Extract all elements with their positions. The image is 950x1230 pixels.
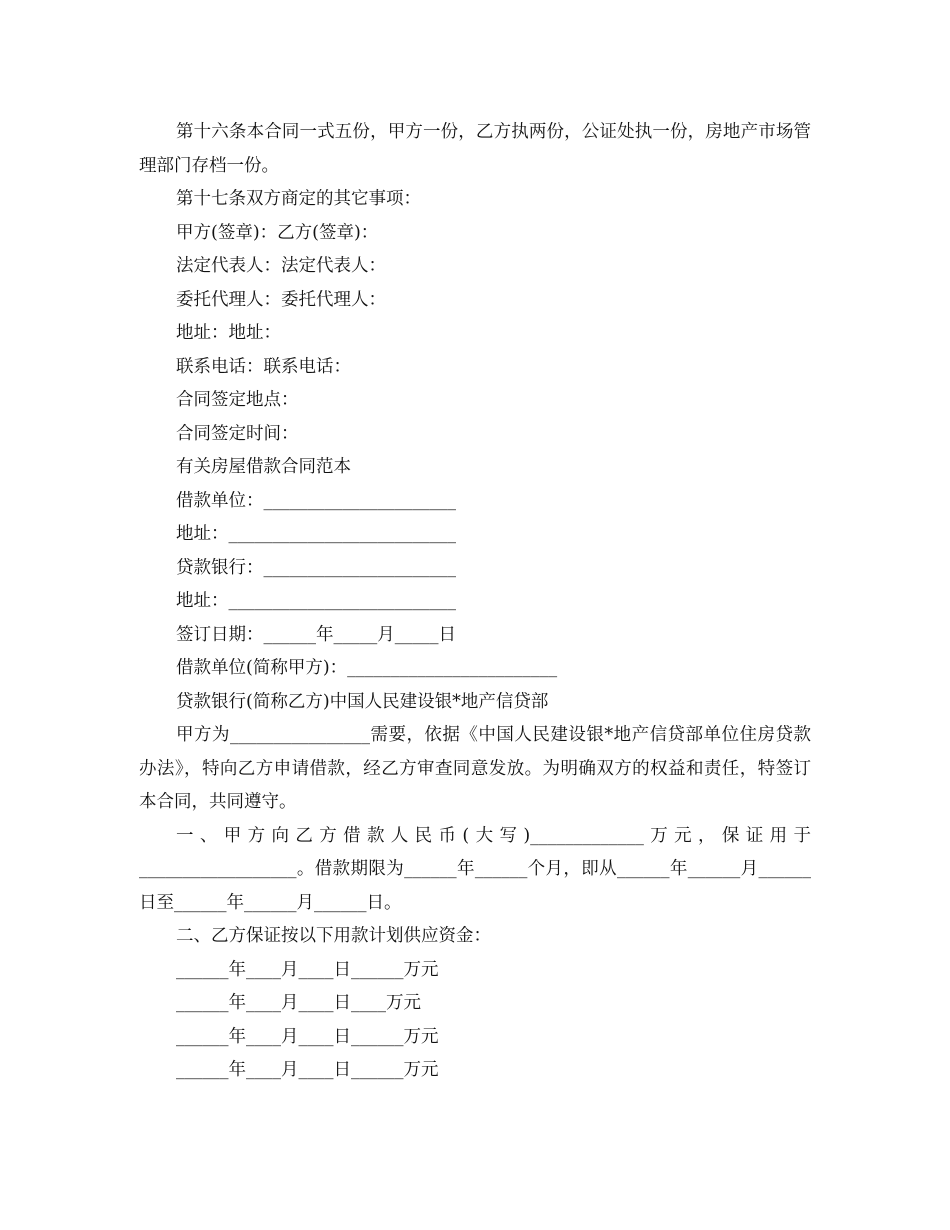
schedule-row: ______年____月____日______万元 [176, 959, 439, 980]
borrower-address-field: 地址：__________________________ [176, 524, 456, 544]
schedule-row: ______年____月____日______万元 [176, 1060, 439, 1080]
address-line: 地址：地址： [176, 323, 281, 343]
signing-place-line: 合同签定地点： [176, 390, 299, 410]
signature-party-line: 甲方(签章)：乙方(签章)： [176, 222, 379, 243]
document-body [139, 116, 811, 1088]
party-b-field: 贷款银行(简称乙方)中国人民建设银*地产信贷部 [176, 691, 549, 712]
schedule-row: ______年____月____日____万元 [176, 993, 421, 1013]
party-a-field: 借款单位(简称甲方)：________________________ [176, 658, 558, 678]
purpose-paragraph: 甲方为________________需要，依据《中国人民建设银*地产信贷部单位住房贷款办法》，特向乙方申请借款，经乙方审查同意发放。为明确双方的权益和责任，特签订本合同，共同遵守。 [139, 725, 811, 812]
phone-line: 联系电话：联系电话： [176, 356, 351, 377]
signing-date-field: 签订日期：______年_____月_____日 [176, 624, 456, 645]
section-title: 有关房屋借款合同范本 [176, 457, 351, 477]
clause-two: 二、乙方保证按以下用款计划供应资金： [176, 926, 491, 946]
schedule-row: ______年____月____日______万元 [176, 1026, 439, 1047]
paragraph-article-17: 第十七条双方商定的其它事项： [176, 189, 421, 209]
lender-bank-field: 贷款银行：______________________ [176, 557, 456, 578]
authorized-agent-line: 委托代理人：委托代理人： [176, 289, 386, 310]
clause-one: 一、甲方向乙方借款人民币(大写)_____________万元，保证用于__________________。借款期限为______年______个月，即从______年______月______日至______年______月______日。 [139, 825, 811, 913]
paragraph-article-16: 第十六条本合同一式五份，甲方一份，乙方执两份，公证处执一份，房地产市场管理部门存档一份。 [139, 122, 811, 176]
borrower-field: 借款单位：______________________ [176, 490, 456, 511]
signing-time-line: 合同签定时间： [176, 423, 299, 444]
legal-representative-line: 法定代表人：法定代表人： [176, 256, 386, 276]
lender-address-field: 地址：__________________________ [176, 591, 456, 611]
